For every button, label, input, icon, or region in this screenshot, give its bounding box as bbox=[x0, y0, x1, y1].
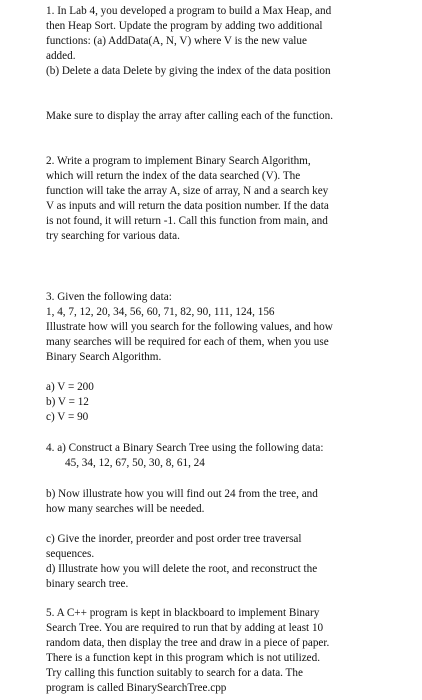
q3-data-list: 1, 4, 7, 12, 20, 34, 56, 60, 71, 82, 90, 111, 124, 156 bbox=[46, 306, 275, 318]
q1-line: functions: (a) AddData(A, N, V) where V is the new value bbox=[46, 35, 307, 47]
q4d-line: d) Illustrate how you will delete the root, and reconstruct the bbox=[46, 563, 318, 575]
q3-line: Illustrate how will you search for the following values, and how bbox=[46, 321, 333, 333]
q3-line: Binary Search Algorithm. bbox=[46, 351, 162, 363]
q5-line: 5. A C++ program is kept in blackboard to implement Binary bbox=[46, 607, 320, 619]
q5-line: Try calling this function suitably to search for a data. The bbox=[46, 667, 303, 679]
q2-line: V as inputs and will return the data position number. If the data bbox=[46, 200, 329, 212]
q1-line: added. bbox=[46, 50, 76, 62]
q3-line: many searches will be required for each of them, when you use bbox=[46, 336, 329, 348]
q2-line: 2. Write a program to implement Binary Search Algorithm, bbox=[46, 155, 311, 167]
q3-option: c) V = 90 bbox=[46, 411, 89, 423]
q5-line: There is a function kept in this program which is not utilized. bbox=[46, 652, 321, 664]
q5-line: Search Tree. You are required to run that by adding at least 10 bbox=[46, 622, 324, 634]
q1-line: 1. In Lab 4, you developed a program to build a Max Heap, and bbox=[46, 5, 332, 17]
q4c-line: sequences. bbox=[46, 548, 95, 560]
q4a-data-list: 45, 34, 12, 67, 50, 30, 8, 61, 24 bbox=[65, 457, 205, 469]
q3-line: 3. Given the following data: bbox=[46, 291, 172, 303]
q1-line: (b) Delete a data Delete by giving the index of the data position bbox=[46, 65, 331, 77]
q3-option: a) V = 200 bbox=[46, 381, 94, 393]
q5-line: program is called BinarySearchTree.cpp bbox=[46, 682, 227, 694]
q1-note: Make sure to display the array after calling each of the function. bbox=[46, 110, 334, 122]
q5-line: random data, then display the tree and draw in a piece of paper. bbox=[46, 637, 330, 649]
q4b-line: how many searches will be needed. bbox=[46, 503, 205, 515]
q2-line: which will return the index of the data searched (V). The bbox=[46, 170, 301, 182]
q4b-line: b) Now illustrate how you will find out 24 from the tree, and bbox=[46, 488, 318, 500]
q2-line: function will take the array A, size of array, N and a search key bbox=[46, 185, 329, 197]
q3-option: b) V = 12 bbox=[46, 396, 89, 408]
q2-line: try searching for various data. bbox=[46, 230, 180, 242]
q4c-line: c) Give the inorder, preorder and post order tree traversal bbox=[46, 533, 302, 545]
q2-line: is not found, it will return -1. Call this function from main, and bbox=[46, 215, 328, 227]
q4a-line: 4. a) Construct a Binary Search Tree using the following data: bbox=[46, 442, 324, 454]
q4d-line: binary search tree. bbox=[46, 578, 129, 590]
q1-line: then Heap Sort. Update the program by adding two additional bbox=[46, 20, 323, 32]
